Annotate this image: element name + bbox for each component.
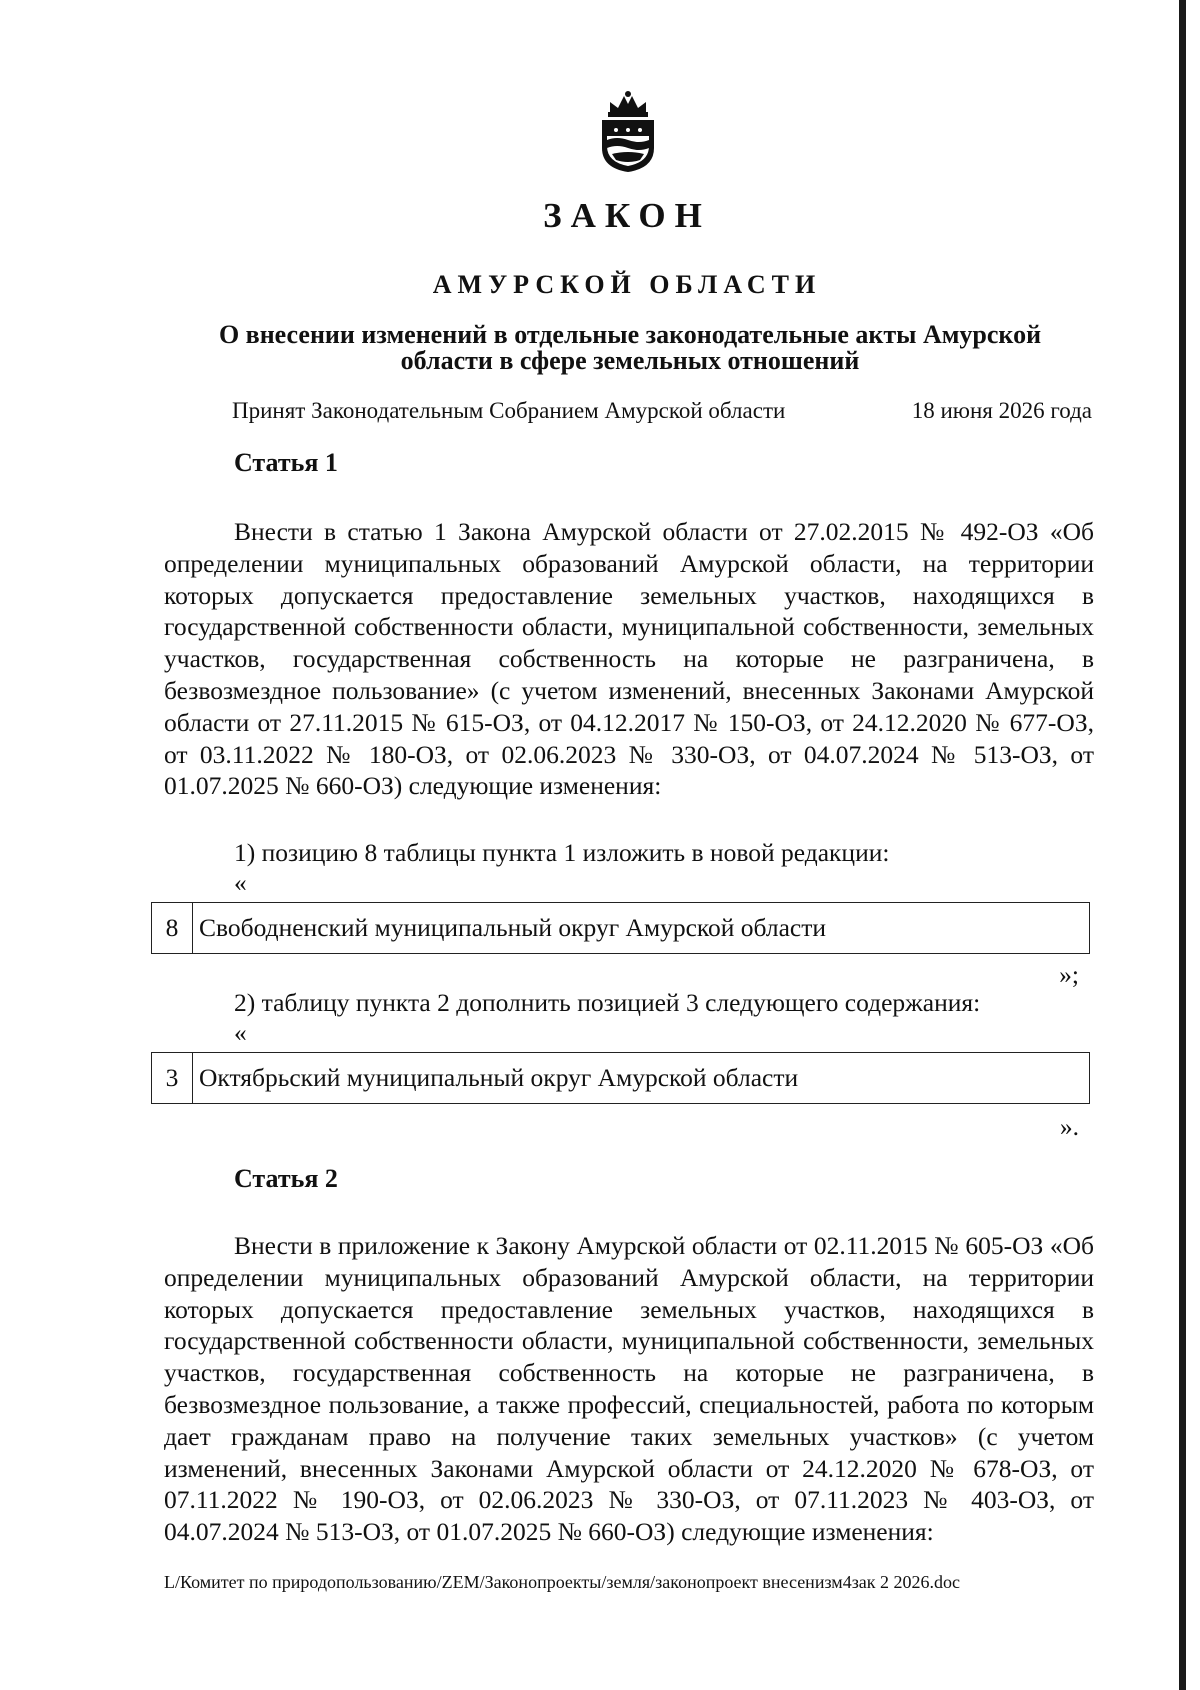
coat-of-arms-icon (596, 90, 660, 174)
quote-open-1: « (234, 868, 247, 897)
page-edge-shadow (1179, 0, 1186, 1690)
table-cell-text: Октябрьский муниципальный округ Амурской области (193, 1053, 1090, 1104)
table-cell-number: 3 (152, 1053, 193, 1104)
article-1-item-2: 2) таблицу пункта 2 дополнить позицией 3 следующего содержания: (234, 988, 981, 1017)
quote-close-2: ». (1059, 1112, 1079, 1141)
article-1-text (164, 516, 1094, 802)
law-heading: О внесении изменений в отдельные законодательные акты Амурской области в сфере земельных отношений (218, 320, 1042, 375)
table-cell-text: Свободненский муниципальный округ Амурской области (193, 903, 1090, 954)
article-1-intro: Внести в статью 1 Закона Амурской области от 27.02.2015 № 492-ОЗ «Об определении муниципальных образований Амурской области, на территории которых допускается предоставление земельных участков, находящихся в государственной собственности области, муниципальной собственности, земельных участков, государственная собственность на которые не разграничена, в безвозмездное пользование» (с учетом изменений, внесенных Законами Амурской области от 27.11.2015 № 615-ОЗ, от 04.12.2017 № 150-ОЗ, от 24.12.2020 № 677-ОЗ, от 03.11.2022 № 180-ОЗ, от 02.06.2023 № 330-ОЗ, от 04.07.2024 № 513-ОЗ, от 01.07.2025 № 660-ОЗ) следующие изменения: (164, 517, 1094, 801)
document-title: ЗАКОН (543, 196, 711, 235)
adoption-line (232, 398, 1092, 428)
table-position-3 (151, 1052, 1090, 1104)
adopted-date: 18 июня 2026 года (911, 398, 1092, 423)
footer-file-path: L/Комитет по природопользованию/ZEM/Законопроекты/земля/законопроект внесенизм4зак 2 2026.doc (164, 1572, 961, 1592)
quote-open-2: « (234, 1018, 247, 1047)
quote-close-1: »; (1059, 960, 1079, 989)
adopted-by: Принят Законодательным Собранием Амурской области (232, 398, 786, 423)
article-2-title: Статья 2 (234, 1164, 338, 1193)
article-2-text (164, 1230, 1094, 1548)
article-2-intro: Внести в приложение к Закону Амурской области от 02.11.2015 № 605-ОЗ «Об определении муниципальных образований Амурской области, на территории которых допускается предоставление земельных участков, находящихся в государственной собственности области, муниципальной собственности, земельных участков, государственная собственность на которые не разграничена, в безвозмездное пользование, а также профессий, специальностей, работа по которым дает гражданам право на получение таких земельных участков» (с учетом изменений, внесенных Законами Амурской области от 24.12.2020 № 678-ОЗ, от 07.11.2022 № 190-ОЗ, от 02.06.2023 № 330-ОЗ, от 07.11.2023 № 403-ОЗ, от 04.07.2024 № 513-ОЗ, от 01.07.2025 № 660-ОЗ) следующие изменения: (164, 1231, 1094, 1547)
article-1-item-1: 1) позицию 8 таблицы пункта 1 изложить в новой редакции: (234, 838, 890, 867)
table-row (152, 903, 1090, 954)
table-row (152, 1053, 1090, 1104)
table-position-8 (151, 902, 1090, 954)
table-cell-number: 8 (152, 903, 193, 954)
document-subtitle: АМУРСКОЙ ОБЛАСТИ (432, 270, 822, 299)
article-1-title: Статья 1 (234, 448, 338, 477)
